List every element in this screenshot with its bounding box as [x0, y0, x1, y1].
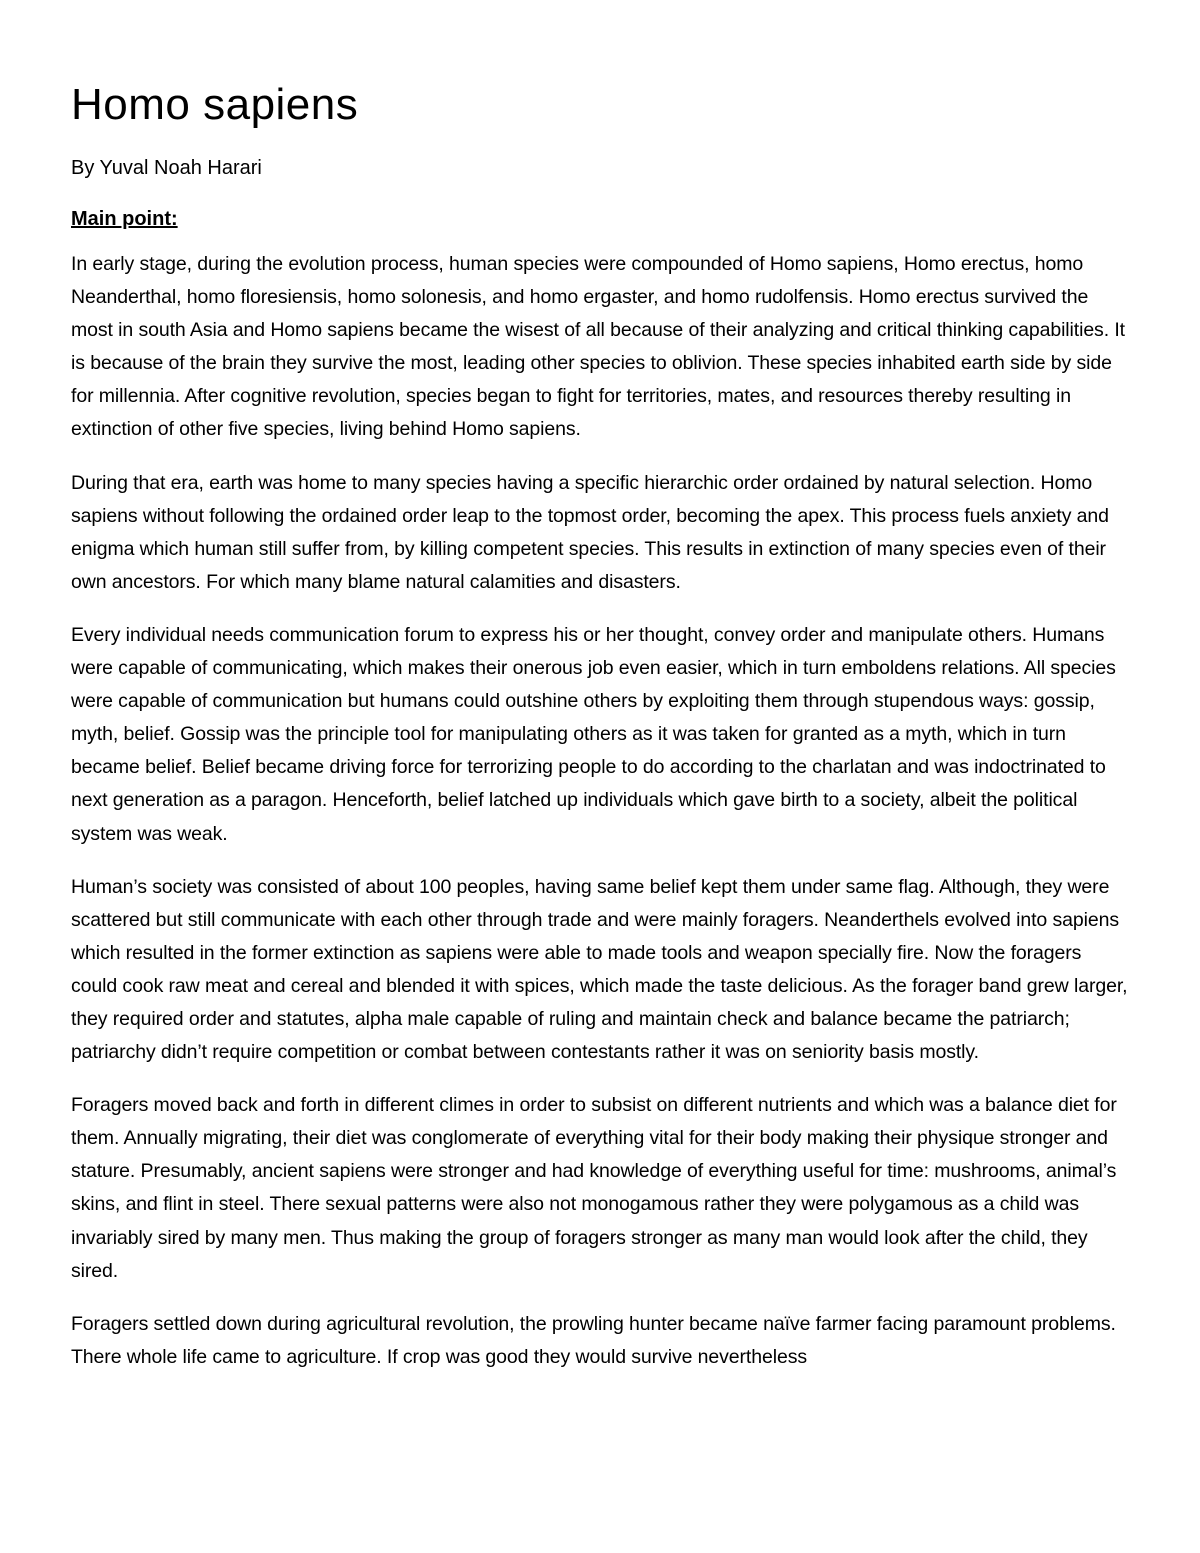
section-heading: Main point: — [71, 208, 178, 230]
author-byline: By Yuval Noah Harari — [71, 157, 262, 179]
document-body — [71, 78, 1129, 1374]
paragraph: Every individual needs communication forum to express his or her thought, convey order and manipulate others. Humans were capable of communicating, which makes their onerous job even easier, which in turn emboldens relations. All species were capable of communication but humans could outshine others by exploiting them through stupendous ways: gossip, myth, belief. Gossip was the principle tool for manipulating others as it was taken for granted as a myth, which in turn became belief. Belief became driving force for terrorizing people to do according to the charlatan and was indoctrinated to next generation as a paragon. Henceforth, belief latched up individuals which gave birth to a society, albeit the political system was weak. — [71, 623, 1116, 845]
paragraph: Foragers moved back and forth in different climes in order to subsist on different nutrients and which was a balance diet for them. Annually migrating, their diet was conglomerate of everything vital for their body making their physique stronger and stature. Presumably, ancient sapiens were stronger and had knowledge of everything useful for time: mushrooms, animal’s skins, and flint in steel. There sexual patterns were also not monogamous rather they were polygamous as a child was invariably sired by many men. Thus making the group of foragers stronger as many man would look after the child, they sired. — [71, 1094, 1117, 1282]
document-title: Homo sapiens — [71, 80, 359, 129]
paragraph: During that era, earth was home to many species having a specific hierarchic order ordained by natural selection. Homo sapiens without following the ordained order leap to the topmost order, becoming the apex. This process fuels anxiety and enigma which human still suffer from, by killing competent species. This results in extinction of many species even of their own ancestors. For which many blame natural calamities and disasters. — [71, 471, 1109, 593]
paragraph: Human’s society was consisted of about 100 peoples, having same belief kept them under same flag. Although, they were scattered but still communicate with each other through trade and were mainly foragers. Neanderthels evolved into sapiens which resulted in the former extinction as sapiens were able to made tools and weapon specially fire. Now the foragers could cook raw meat and cereal and blended it with spices, which made the taste delicious. As the forager band grew larger, they required order and statutes, alpha male capable of ruling and maintain check and balance became the patriarch; patriarchy didn’t require competition or combat between contestants rather it was on seniority basis mostly. — [71, 875, 1128, 1064]
paragraph: In early stage, during the evolution process, human species were compounded of Homo sapiens, Homo erectus, homo Neanderthal, homo floresiensis, homo solonesis, and homo ergaster, and homo rudolfensis. Homo erectus survived the most in south Asia and Homo sapiens became the wisest of all because of their analyzing and critical thinking capabilities. It is because of the brain they survive the most, leading other species to oblivion. These species inhabited earth side by side for millennia. After cognitive revolution, species began to fight for territories, mates, and resources thereby resulting in extinction of other five species, living behind Homo sapiens. — [71, 253, 1125, 441]
paragraph: Foragers settled down during agricultural revolution, the prowling hunter became naïve farmer facing paramount problems. There whole life came to agriculture. If crop was good they would survive nevertheless — [71, 1312, 1116, 1368]
